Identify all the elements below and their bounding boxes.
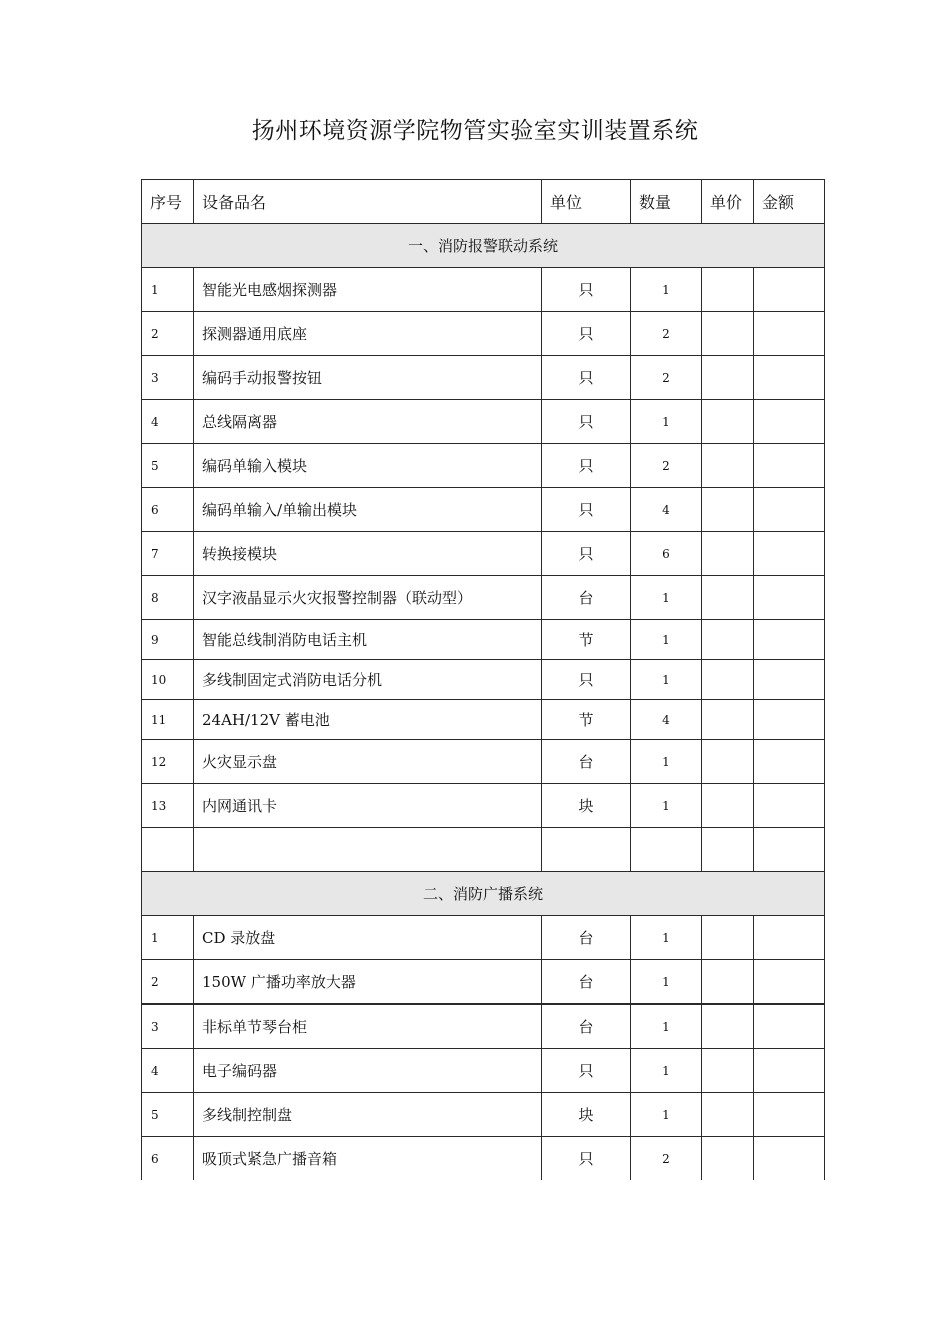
row-number: 1 [142,268,194,312]
item-name: 多线制控制盘 [194,1093,542,1137]
item-amount [754,532,825,576]
item-unit: 只 [542,312,631,356]
item-amount [754,620,825,660]
header-qty: 数量 [631,180,702,224]
item-unit-price [702,576,754,620]
item-unit-price [702,660,754,700]
item-amount [754,312,825,356]
item-unit-price [702,488,754,532]
item-quantity: 2 [631,356,702,400]
table-row [142,532,825,576]
row-number: 9 [142,620,194,660]
item-amount [754,488,825,532]
item-unit: 台 [542,740,631,784]
item-name: 编码单输入/单输出模块 [194,488,542,532]
item-unit-price [702,740,754,784]
item-amount [754,1137,825,1181]
section-header-row [142,872,825,916]
row-number: 10 [142,660,194,700]
item-quantity: 2 [631,444,702,488]
item-unit-price [702,700,754,740]
item-name: 电子编码器 [194,1049,542,1093]
item-quantity: 1 [631,960,702,1005]
item-amount [754,444,825,488]
section-title: 二、消防广播系统 [142,872,825,916]
item-name: 非标单节琴台柜 [194,1004,542,1049]
equipment-table [141,179,825,1180]
item-name: 150W 广播功率放大器 [194,960,542,1005]
section-header-row [142,224,825,268]
item-quantity: 1 [631,740,702,784]
item-amount [754,660,825,700]
table-row [142,660,825,700]
item-amount [754,916,825,960]
item-unit: 台 [542,576,631,620]
item-name: 汉字液晶显示火灾报警控制器（联动型） [194,576,542,620]
item-amount [754,1093,825,1137]
item-quantity: 1 [631,1049,702,1093]
row-number: 5 [142,1093,194,1137]
item-name: 火灾显示盘 [194,740,542,784]
item-name: 编码单输入模块 [194,444,542,488]
table-row [142,1004,825,1049]
empty-cell [194,828,542,872]
header-name: 设备品名 [194,180,542,224]
item-name: 多线制固定式消防电话分机 [194,660,542,700]
item-name: 智能总线制消防电话主机 [194,620,542,660]
item-unit: 只 [542,532,631,576]
table-row [142,400,825,444]
item-unit-price [702,268,754,312]
item-quantity: 2 [631,1137,702,1181]
item-unit-price [702,784,754,828]
item-quantity: 1 [631,620,702,660]
item-unit: 节 [542,700,631,740]
item-amount [754,576,825,620]
row-number: 3 [142,356,194,400]
table-header-row [142,180,825,224]
item-name: 探测器通用底座 [194,312,542,356]
item-amount [754,1004,825,1049]
item-name: 智能光电感烟探测器 [194,268,542,312]
item-unit: 台 [542,960,631,1005]
table-row [142,1049,825,1093]
item-quantity: 4 [631,700,702,740]
item-unit: 只 [542,444,631,488]
item-amount [754,1049,825,1093]
empty-cell [702,828,754,872]
row-number: 6 [142,488,194,532]
row-number: 2 [142,960,194,1005]
item-name: 吸顶式紧急广播音箱 [194,1137,542,1181]
item-amount [754,960,825,1005]
table-row [142,700,825,740]
table-row [142,444,825,488]
item-quantity: 1 [631,1093,702,1137]
row-number: 5 [142,444,194,488]
row-number: 6 [142,1137,194,1181]
item-unit: 只 [542,488,631,532]
table-row [142,576,825,620]
header-amount: 金额 [754,180,825,224]
item-unit-price [702,312,754,356]
item-unit-price [702,916,754,960]
item-quantity: 1 [631,400,702,444]
table-row [142,1137,825,1181]
item-amount [754,700,825,740]
row-number: 8 [142,576,194,620]
table-row [142,960,825,1005]
item-unit: 台 [542,1004,631,1049]
table-row [142,784,825,828]
item-unit-price [702,1093,754,1137]
row-number: 4 [142,1049,194,1093]
table-row [142,312,825,356]
item-unit-price [702,400,754,444]
item-quantity: 1 [631,916,702,960]
item-unit: 节 [542,620,631,660]
item-quantity: 4 [631,488,702,532]
item-unit-price [702,1049,754,1093]
item-amount [754,400,825,444]
item-quantity: 1 [631,660,702,700]
item-name: CD 录放盘 [194,916,542,960]
table-row [142,268,825,312]
header-unit: 单位 [542,180,631,224]
row-number: 1 [142,916,194,960]
item-amount [754,268,825,312]
table-row [142,488,825,532]
item-unit: 块 [542,784,631,828]
item-unit-price [702,356,754,400]
section-title: 一、消防报警联动系统 [142,224,825,268]
item-unit-price [702,444,754,488]
item-name: 总线隔离器 [194,400,542,444]
item-unit-price [702,1137,754,1181]
item-unit: 只 [542,660,631,700]
item-quantity: 6 [631,532,702,576]
item-amount [754,740,825,784]
table-row [142,620,825,660]
table-row [142,1093,825,1137]
row-number: 2 [142,312,194,356]
item-unit: 只 [542,356,631,400]
table-row [142,356,825,400]
item-unit: 只 [542,268,631,312]
item-quantity: 1 [631,268,702,312]
empty-cell [142,828,194,872]
item-name: 转换接模块 [194,532,542,576]
row-number: 13 [142,784,194,828]
row-number: 11 [142,700,194,740]
item-amount [754,356,825,400]
item-quantity: 1 [631,1004,702,1049]
header-unit-price: 单价 [702,180,754,224]
item-unit-price [702,532,754,576]
item-unit: 只 [542,1049,631,1093]
item-unit: 只 [542,1137,631,1181]
item-unit: 只 [542,400,631,444]
item-quantity: 2 [631,312,702,356]
empty-cell [542,828,631,872]
item-unit-price [702,620,754,660]
row-number: 3 [142,1004,194,1049]
item-name: 24AH/12V 蓄电池 [194,700,542,740]
item-quantity: 1 [631,576,702,620]
row-number: 4 [142,400,194,444]
row-number: 12 [142,740,194,784]
item-name: 编码手动报警按钮 [194,356,542,400]
document-title: 扬州环境资源学院物管实验室实训装置系统 [251,118,699,144]
empty-cell [631,828,702,872]
table-row [142,916,825,960]
item-unit-price [702,1004,754,1049]
item-unit: 块 [542,1093,631,1137]
empty-row [142,828,825,872]
item-quantity: 1 [631,784,702,828]
table-row [142,740,825,784]
item-unit-price [702,960,754,1005]
row-number: 7 [142,532,194,576]
item-amount [754,784,825,828]
empty-cell [754,828,825,872]
header-no: 序号 [142,180,194,224]
item-name: 内网通讯卡 [194,784,542,828]
item-unit: 台 [542,916,631,960]
